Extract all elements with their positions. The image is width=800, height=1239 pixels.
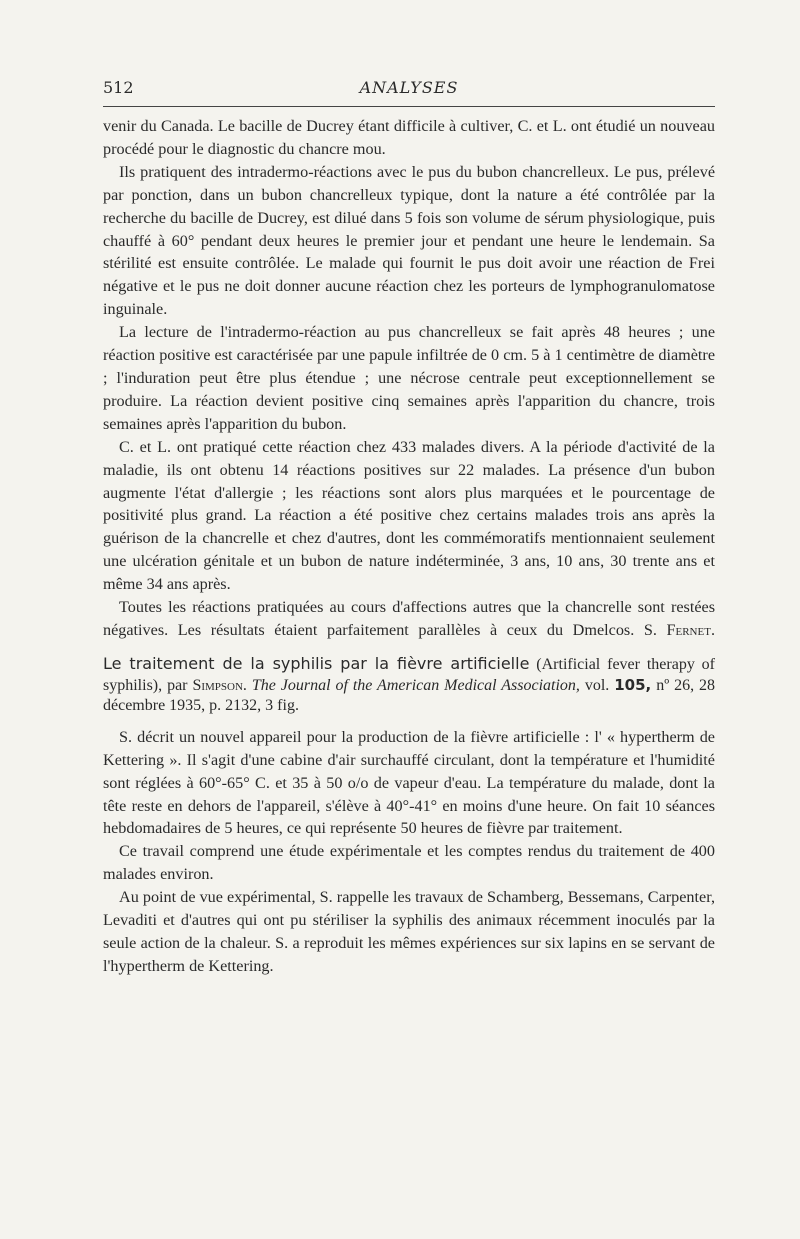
- review2-heading: [103, 654, 715, 716]
- review1-paragraph-3: La lecture de l'intradermo-réaction au pus chancrelleux se fait après 48 heures ; une réaction positive est caractérisée par une papule infiltrée de 0 cm. 5 à 1 centimètre de diamètre ; l'induration peut être plus étendue ; une nécrose centrale peut exceptionnellement se produire. La réaction devient positive cinq semaines après l'apparition du chancre, trois semaines après l'apparition du bubon.: [103, 323, 715, 433]
- page-header: [103, 74, 715, 100]
- review2-paragraph-1: S. décrit un nouvel appareil pour la production de la fièvre artificielle : l' « hypertherm de Kettering ». Il s'agit d'une cabine d'air surchauffé circulant, dont la température et l'humidité sont réglées à 60°-65° C. et 35 à 50 o/o de vapeur d'eau. La température du malade, dont la tête reste en dehors de l'appareil, s'élève à 40°-41° en moins d'une heure. On fait 10 séances hebdomadaires de 5 heures, ce qui représente 50 heures de fièvre par traitement.: [103, 727, 715, 838]
- review2-volume: 105,: [614, 675, 652, 694]
- review2-vol-label: vol.: [584, 676, 610, 694]
- review2-author: Simpson.: [192, 676, 247, 694]
- review1-paragraph-5-text: Toutes les réactions pratiquées au cours d'affections autres que la chancrelle sont restées négatives. Les résultats étaient parfaitement parallèles à ceux du Dmelcos.: [103, 598, 715, 639]
- review2-paragraph-3: Au point de vue expérimental, S. rappelle les travaux de Schamberg, Bessemans, Carpenter, Levaditi et d'autres qui ont pu stériliser la syphilis des animaux récemment inoculés par la seule action de la chaleur. S. a reproduit les mêmes expériences sur six lapins en se servant de l'hypertherm de Kettering.: [103, 888, 715, 975]
- review1-paragraph-1: venir du Canada. Le bacille de Ducrey étant difficile à cultiver, C. et L. ont étudié un nouveau procédé pour le diagnostic du chancre mou.: [103, 117, 715, 158]
- review2-paragraph-2: Ce travail comprend une étude expérimentale et les comptes rendus du traitement de 400 malades environ.: [103, 842, 715, 884]
- review2-journal: The Journal of the American Medical Association,: [251, 676, 580, 694]
- running-title: ANALYSES: [359, 78, 459, 97]
- review2-title: Le traitement de la syphilis par la fièvre artificielle: [103, 653, 530, 673]
- review2-issue: nº 26, 28 décembre 1935, p. 2132, 3 fig.: [103, 676, 716, 714]
- review1-paragraph-2: Ils pratiquent des intradermo-réactions avec le pus du bubon chancrelleux. Le pus, prélevé par ponction, dans un bubon chancrelleux typique, dont la nature a été contrôlée par la recherche du bacille de Ducrey, est dilué dans 5 fois son volume de sérum physiologique, puis chauffé à 60° pendant deux heures le premier jour et pendant une heure le lendemain. Sa stérilité est ensuite contrôlée. Le malade qui fournit le pus doit avoir une réaction de Frei négative et le pus ne doit donner aucune réaction chez les porteurs de lymphogranulomatose inguinale.: [103, 162, 715, 319]
- body-text: [103, 115, 715, 978]
- review2-english-title: (Artificial fever therapy of syphilis),: [103, 655, 716, 694]
- review2-by: par: [167, 676, 188, 694]
- header-rule: [103, 106, 715, 107]
- review1-signature: S. Fernet.: [643, 620, 715, 639]
- review1-paragraph-4: C. et L. ont pratiqué cette réaction chez 433 malades divers. A la période d'activité de la maladie, ils ont obtenu 14 réactions positives sur 22 malades. La présence d'un bubon augmente l'état d'allergie ; les réactions sont alors plus marquées et le pourcentage de positivité plus grand. La réaction a été positive chez certains malades trois ans après la guérison de la chancrelle et chez d'autres, dont les commémoratifs mentionnaient seulement une ulcération génitale et un bubon de nature indéterminée, 3 ans, 10 ans, 30 trente ans et même 34 ans après.: [103, 437, 715, 594]
- page: [103, 74, 715, 978]
- page-number: 512: [103, 78, 134, 97]
- review1-paragraph-5: [103, 596, 715, 642]
